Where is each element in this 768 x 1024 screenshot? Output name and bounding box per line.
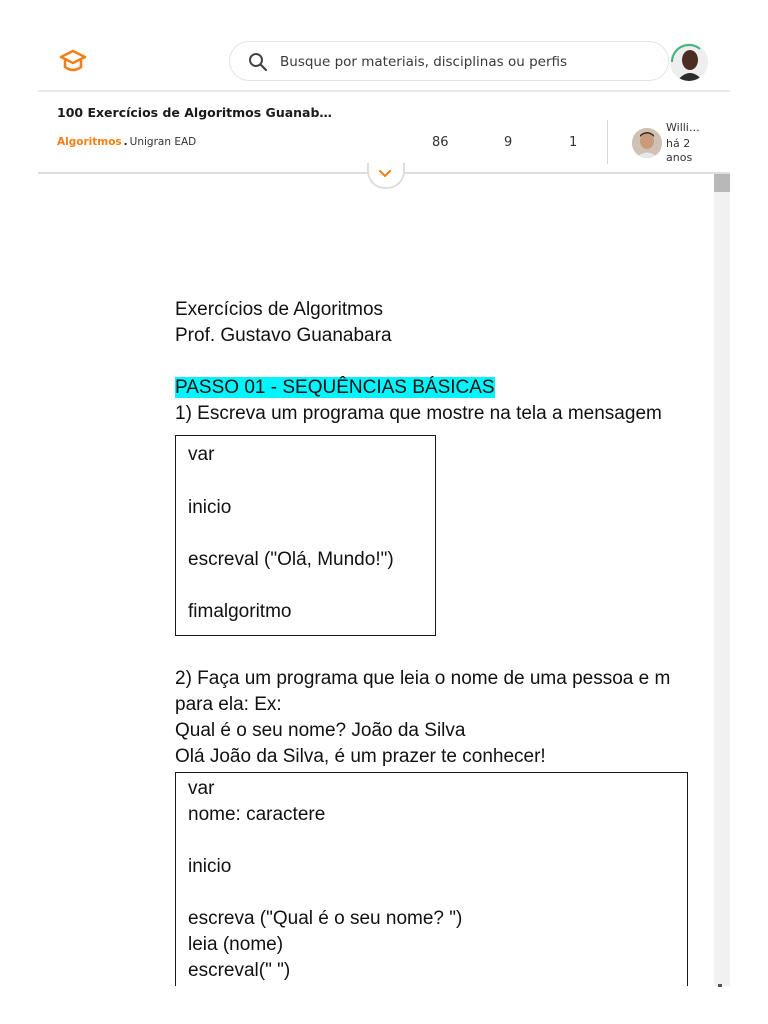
scrollbar-thumb[interactable]	[714, 174, 730, 192]
document-subject[interactable]: Algoritmos	[57, 136, 122, 148]
meta-separator: .	[123, 136, 128, 148]
document-heading: Exercícios de Algoritmos	[175, 299, 384, 320]
scroll-arrow-icon[interactable]	[718, 984, 722, 987]
stat-count-1[interactable]: 86	[432, 135, 449, 150]
user-avatar[interactable]	[670, 43, 708, 81]
code-block-1	[175, 435, 436, 636]
document-institution[interactable]: Unigran EAD	[129, 136, 197, 148]
search-icon[interactable]	[248, 52, 268, 72]
code-line: var	[188, 778, 215, 799]
stat-count-3[interactable]: 1	[569, 135, 578, 150]
document-author-line: Prof. Gustavo Guanabara	[175, 325, 392, 346]
section-heading: PASSO 01 - SEQUÊNCIAS BÁSICAS	[175, 377, 495, 398]
code-line: var	[188, 444, 215, 465]
code-line: escreva ("Qual é o seu nome? ")	[188, 908, 463, 929]
code-line: escreval(" ")	[188, 960, 291, 981]
question-1: 1) Escreva um programa que mostre na tela a mensagem	[175, 403, 662, 424]
code-line: leia (nome)	[188, 934, 284, 955]
document-title[interactable]: 100 Exercícios de Algoritmos Guanab…	[57, 105, 332, 120]
code-line: nome: caractere	[188, 804, 326, 825]
code-line: fimalgoritmo	[188, 601, 292, 622]
document-header	[38, 90, 730, 174]
document-meta	[57, 136, 196, 148]
code-block-2	[175, 772, 688, 986]
question-2-example-1: Qual é o seu nome? João da Silva	[175, 720, 466, 741]
top-bar	[0, 0, 768, 90]
author-name[interactable]: Willi…	[666, 121, 700, 134]
vertical-scrollbar[interactable]	[714, 174, 730, 986]
code-line: inicio	[188, 497, 232, 518]
author-avatar[interactable]	[632, 128, 662, 158]
question-2-line-2: para ela: Ex:	[175, 694, 282, 715]
upload-time: há 2 anos	[666, 137, 693, 164]
question-2-example-2: Olá João da Silva, é um prazer te conhecer!	[175, 746, 546, 767]
document-viewer[interactable]	[0, 174, 714, 986]
divider	[607, 120, 608, 164]
stat-count-2[interactable]: 9	[504, 135, 513, 150]
question-2-line-1: 2) Faça um programa que leia o nome de uma pessoa e m	[175, 668, 671, 689]
code-line: escreval ("Olá, Mundo!")	[188, 549, 394, 570]
search-bar[interactable]	[229, 41, 669, 81]
code-line: inicio	[188, 856, 232, 877]
logo-icon[interactable]	[58, 48, 88, 76]
search-input[interactable]	[278, 50, 652, 74]
